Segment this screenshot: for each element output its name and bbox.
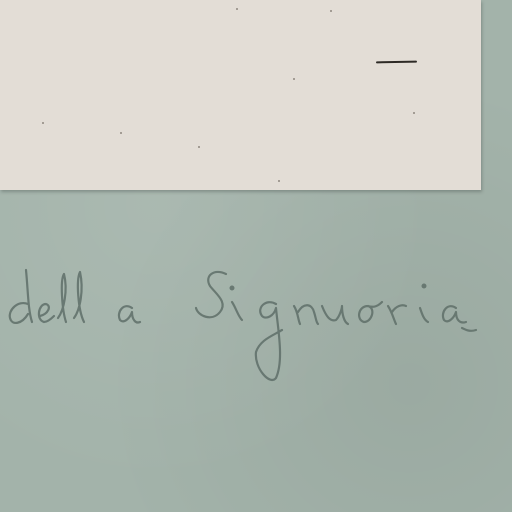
paper-speck <box>42 122 44 124</box>
handwritten-caption <box>0 250 512 400</box>
paper-speck <box>330 10 332 12</box>
paper-speck <box>198 146 200 148</box>
paper-speck <box>120 132 122 134</box>
handwritten-caption-strokes <box>0 250 512 400</box>
paper-sheet <box>0 0 481 190</box>
ink-dash-mark <box>376 61 417 64</box>
paper-speck <box>413 112 415 114</box>
paper-speck <box>236 8 238 10</box>
paper-speck <box>293 78 295 80</box>
paper-speck <box>278 180 280 182</box>
